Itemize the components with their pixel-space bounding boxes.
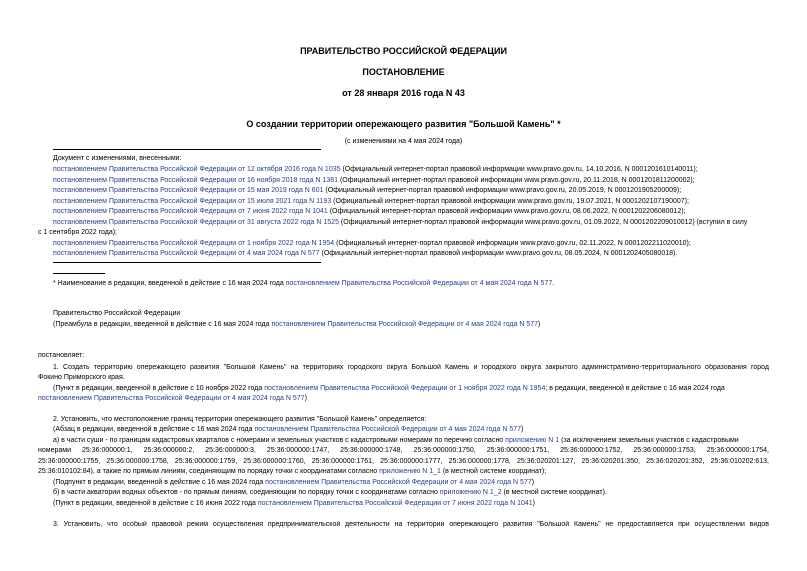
p1-note-end: ) (304, 395, 307, 402)
amendment-source: (Официальный интернет-портал правовой информации www.pravo.gov.ru, 08.05.2024, N 0001202405080018). (319, 250, 678, 257)
amendments-intro: Документ с изменениями, внесенными: (53, 155, 182, 162)
amendment-link[interactable]: постановлением Правительства Российской Федерации от 7 июня 2022 года N 1041 (53, 208, 328, 215)
p1-note-link-1[interactable]: постановлением Правительства Российской Федерации от 1 ноября 2022 года N 1954 (264, 385, 546, 392)
paragraph-2a-line-2: номерами 25:36:000000:1, 25:36:000000:2, 25:36:000000:3, 25:36:000000:1747, 25:36:000000:1748, 25:36:000000:1750, 25:36:000000:1751, 25:36:000000:1752, 25:36:000000:1753, 25:36:000000:1754, (38, 447, 769, 454)
paragraph-1-note-continued (38, 395, 307, 402)
divider-bottom (53, 262, 321, 263)
amendment-link[interactable]: постановлением Правительства Российской Федерации от 15 мая 2019 года N 601 (53, 187, 324, 194)
appendix-1-1-link[interactable]: приложению N 1_1 (379, 468, 441, 475)
paragraph-3: 3. Установить, что особый правовой режим осуществления предпринимательской деятельности на территории опережающего развития "Большой Камень" не предоставляется при осуществлении видов (53, 521, 769, 528)
p2b-end: (в местной системе координат). (501, 489, 607, 496)
p2b-text: б) в части акватории водных объектов - по прямым линиям, соединяющим по порядку точки с координатами согласно (53, 489, 440, 496)
appendix-1-2-link[interactable]: приложению N 1_2 (439, 489, 502, 496)
footnote-end: . (552, 280, 555, 287)
p2-final-note-text: (Пункт в редакции, введенной в действие с 16 июня 2022 года (53, 500, 258, 507)
amendment-source: с 1 сентября 2022 года); (38, 229, 118, 236)
amendment-item (53, 187, 681, 194)
amendment-item (53, 240, 691, 247)
paragraph-2a-line-4 (38, 468, 546, 475)
amendment-item (53, 198, 689, 205)
p1-note-link-2[interactable]: постановлением Правительства Российской Федерации от 4 мая 2024 года N 577 (38, 395, 305, 402)
paragraph-1-line-2: Фокино Приморского края. (38, 374, 125, 381)
amendment-source: (Официальный интернет-портал правовой информации www.pravo.gov.ru, 08.06.2022, N 0001202206080012); (327, 208, 686, 215)
amendment-source: (Официальный интернет-портал правовой информации www.pravo.gov.ru, 20.05.2019, N 0001201905200009); (323, 187, 682, 194)
divider-top (53, 149, 321, 150)
paragraph-2-final-note (53, 500, 535, 507)
header-doc-type: ПОСТАНОВЛЕНИЕ (362, 67, 445, 77)
document-title: О создании территории опережающего развития "Большой Камень" * (246, 119, 561, 129)
p2-final-note-link[interactable]: постановлением Правительства Российской Федерации от 7 июня 2022 года N 1041 (257, 500, 533, 507)
p2a-l4-text: 25:36:010102:84), а также по прямым линиям, соединяющим по порядку точки с координатами согласно (38, 468, 380, 475)
paragraph-2a-note (53, 479, 534, 486)
preamble-note (53, 321, 540, 328)
amendment-link[interactable]: постановлением Правительства Российской Федерации от 16 ноября 2018 года N 1381 (53, 177, 339, 184)
p2a-note-text: (Подпункт в редакции, введенной в действие с 16 мая 2024 года (53, 479, 266, 486)
paragraph-1-note (53, 385, 725, 392)
footnote-link[interactable]: постановлением Правительства Российской Федерации от 4 мая 2024 года N 577 (285, 280, 553, 287)
preamble-note-end: ) (538, 321, 541, 328)
paragraph-2-note (53, 426, 523, 433)
amendment-item-continued (38, 229, 117, 236)
paragraph-2a-line-1 (53, 437, 769, 444)
amendment-item (53, 177, 695, 184)
amendment-item (53, 219, 747, 226)
p2a-l4-end: (в местной системе координат); (440, 468, 547, 475)
amendment-item (53, 166, 698, 173)
amendment-link[interactable]: постановлением Правительства Российской Федерации от 1 ноября 2022 года N 1954 (53, 240, 335, 247)
amendment-link[interactable]: постановлением Правительства Российской Федерации от 15 июля 2021 года N 1193 (53, 198, 332, 205)
p2a-text-end: (за исключением земельных участков с кадастровыми (559, 437, 739, 444)
footnote-text: * Наименование в редакции, введенной в действие с 16 мая 2024 года (53, 280, 286, 287)
p2a-note-end: ) (531, 479, 535, 486)
p2-note-end: ) (521, 426, 524, 433)
paragraph-2a-line-3: 25:36:000000:1755, 25:36:000000:1758, 25:36:000000:1759, 25:36:000000:1760, 25:36:000000:1761, 25:36:000000:1777, 25:36:000000:1778, 25:36:020201:127, 25:36:020201:350, 25:36:020201:352, 25:36:010202:613, (38, 458, 769, 465)
p2a-note-link[interactable]: постановлением Правительства Российской Федерации от 4 мая 2024 года N 577 (265, 479, 532, 486)
p2-final-note-end: ) (532, 500, 535, 507)
paragraph-2b (53, 489, 607, 496)
preamble-note-link[interactable]: постановлением Правительства Российской Федерации от 4 мая 2024 года N 577 (271, 321, 539, 328)
appendix-1-link[interactable]: приложению N 1 (505, 437, 560, 444)
amendment-source: (Официальный интернет-портал правовой информации www.pravo.gov.ru, 14.10.2016, N 0001201610140011); (340, 166, 698, 173)
changes-note: (с изменениями на 4 мая 2024 года) (344, 138, 463, 145)
decides: постановляет: (38, 352, 85, 359)
amendment-item (53, 208, 686, 215)
p2a-text: а) в части суши - по границам кадастровых кварталов с номерами и земельных участков с кадастровыми номерами по перечню согласно (53, 437, 506, 444)
footnote-divider (53, 273, 105, 274)
preamble-note-text: (Преамбула в редакции, введенной в действие с 16 мая 2024 года (53, 321, 272, 328)
footnote (53, 280, 554, 287)
amendment-link[interactable]: постановлением Правительства Российской Федерации от 4 мая 2024 года N 577 (53, 250, 320, 257)
paragraph-1-line-1: 1. Создать территорию опережающего развития "Большой Камень" на территориях городского округа Большой Камень и городского округа закрытого административно-территориального образования город (53, 364, 769, 371)
paragraph-2: 2. Установить, что местоположение границ территории опережающего развития "Большой Камень" определяется: (53, 416, 427, 423)
amendment-link[interactable]: постановлением Правительства Российской Федерации от 12 октября 2016 года N 1035 (53, 166, 341, 173)
p2-note-link[interactable]: постановлением Правительства Российской Федерации от 4 мая 2024 года N 577 (254, 426, 522, 433)
header-gov: ПРАВИТЕЛЬСТВО РОССИЙСКОЙ ФЕДЕРАЦИИ (300, 46, 507, 56)
p2-note-text: (Абзац в редакции, введенной в действие с 16 мая 2024 года (53, 426, 255, 433)
p1-note-text-2: ; в редакции, введенной в действие с 16 мая 2024 года (545, 385, 725, 392)
amendment-link[interactable]: постановлением Правительства Российской Федерации от 31 августа 2022 года N 1525 (53, 219, 339, 226)
amendment-source: (Официальный интернет-портал правовой информации www.pravo.gov.ru, 01.09.2022, N 0001202209010012) (вступил в силу (338, 219, 748, 226)
header-date: от 28 января 2016 года N 43 (342, 88, 465, 98)
amendment-source: (Официальный интернет-портал правовой информации www.pravo.gov.ru, 20.11.2018, N 0001201811200002); (338, 177, 695, 184)
amendment-source: (Официальный интернет-портал правовой информации www.pravo.gov.ru, 02.11.2022, N 0001202211020010); (334, 240, 691, 247)
p1-note-text: (Пункт в редакции, введенной в действие с 10 ноября 2022 года (53, 385, 265, 392)
amendment-item (53, 250, 677, 257)
preamble-line: Правительство Российской Федерации (53, 310, 181, 317)
amendment-source: (Официальный интернет-портал правовой информации www.pravo.gov.ru, 19.07.2021, N 0001202107190007); (331, 198, 689, 205)
